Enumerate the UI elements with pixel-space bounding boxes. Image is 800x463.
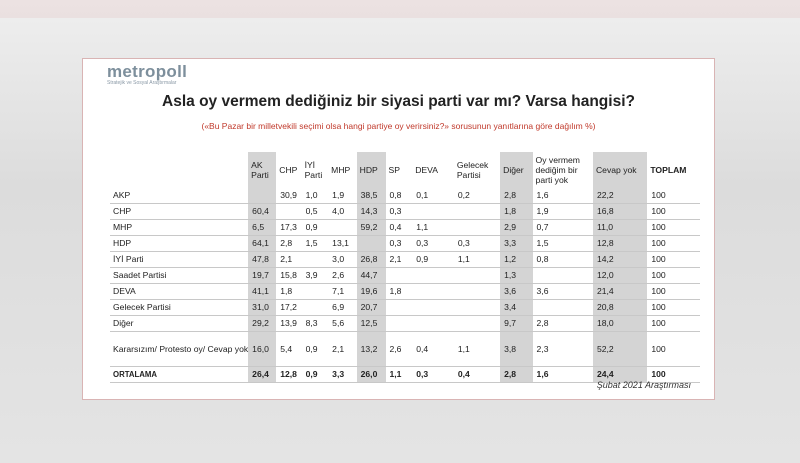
table-row <box>110 332 700 367</box>
table-cell: 20,8 <box>593 300 647 316</box>
table-cell <box>386 268 413 284</box>
column-header: Cevap yok <box>593 152 647 188</box>
table-cell <box>454 268 500 284</box>
column-header: MHP <box>331 165 351 175</box>
table-cell: 0,5 <box>302 204 329 220</box>
table-cell: 21,4 <box>593 284 647 300</box>
table-cell: 1,5 <box>302 236 329 252</box>
row-label: Saadet Partisi <box>110 268 248 284</box>
table-cell: 0,9 <box>412 252 454 268</box>
table-cell: 22,2 <box>593 188 647 204</box>
table-cell: 100 <box>647 316 700 332</box>
table-cell: 1,6 <box>533 367 593 383</box>
table-cell: 0,4 <box>412 332 454 367</box>
table-cell: 0,8 <box>386 188 413 204</box>
table-cell: 19,7 <box>248 268 276 284</box>
table-cell: 1,1 <box>454 332 500 367</box>
footnote: Şubat 2021 Araştırması <box>596 380 691 390</box>
table-cell <box>412 316 454 332</box>
table-cell: 16,8 <box>593 204 647 220</box>
report-card <box>82 58 715 400</box>
table-cell: 0,9 <box>302 332 329 367</box>
table-cell: 1,1 <box>412 220 454 236</box>
table-cell: 0,9 <box>302 367 329 383</box>
table-cell: 2,8 <box>500 188 532 204</box>
table-cell <box>302 284 329 300</box>
row-label: Gelecek Partisi <box>110 300 248 316</box>
table-row <box>110 284 700 300</box>
table-cell: 2,1 <box>276 252 301 268</box>
row-label: İYİ Parti <box>110 252 248 268</box>
table-cell: 18,0 <box>593 316 647 332</box>
table-cell: 0,3 <box>386 236 413 252</box>
column-header: AK Parti <box>248 152 276 188</box>
table-row <box>110 204 700 220</box>
row-label: Kararsızım/ Protesto oy/ Cevap yok <box>110 332 248 367</box>
table-cell: 14,3 <box>357 204 386 220</box>
table-cell: 100 <box>647 188 700 204</box>
table-cell: 14,2 <box>593 252 647 268</box>
table-cell: 15,8 <box>276 268 301 284</box>
table-cell: 29,2 <box>248 316 276 332</box>
table-cell: 41,1 <box>248 284 276 300</box>
table-row <box>110 300 700 316</box>
column-header: TOPLAM <box>650 165 687 175</box>
table-cell: 47,8 <box>248 252 276 268</box>
table-cell <box>328 220 356 236</box>
row-label: Diğer <box>110 316 248 332</box>
row-label: HDP <box>110 236 248 252</box>
table-cell: 0,2 <box>454 188 500 204</box>
table-row <box>110 316 700 332</box>
table-cell: 1,2 <box>500 252 532 268</box>
table-cell: 1,8 <box>386 284 413 300</box>
table-row <box>110 220 700 236</box>
table-cell: 100 <box>647 332 700 367</box>
table-cell: 3,9 <box>302 268 329 284</box>
table-cell: 3,0 <box>328 252 356 268</box>
table-cell: 12,8 <box>593 236 647 252</box>
page-subtitle: («Bu Pazar bir milletvekili seçimi olsa hangi partiye oy verirsiniz?» sorusunun yanıtlarına göre dağılım %) <box>201 121 596 131</box>
table-cell: 26,0 <box>357 367 386 383</box>
column-header: DEVA <box>415 165 438 175</box>
table-cell: 52,2 <box>593 332 647 367</box>
table-cell: 100 <box>647 268 700 284</box>
table-cell: 100 <box>647 252 700 268</box>
table-cell: 19,6 <box>357 284 386 300</box>
table-cell: 1,8 <box>500 204 532 220</box>
table-cell: 1,3 <box>500 268 532 284</box>
table-cell: 13,9 <box>276 316 301 332</box>
table-cell: 2,6 <box>386 332 413 367</box>
table-cell <box>454 316 500 332</box>
table-cell: 1,1 <box>386 367 413 383</box>
table-cell: 24,4 <box>593 367 647 383</box>
table-cell: 9,7 <box>500 316 532 332</box>
row-label: DEVA <box>110 284 248 300</box>
table-cell: 6,5 <box>248 220 276 236</box>
table-cell <box>533 268 593 284</box>
table-cell: 3,8 <box>500 332 532 367</box>
table-cell: 0,4 <box>454 367 500 383</box>
table-cell: 12,5 <box>357 316 386 332</box>
table-cell: 1,8 <box>276 284 301 300</box>
table-cell <box>412 268 454 284</box>
table-cell: 26,4 <box>248 367 276 383</box>
table-row <box>110 188 700 204</box>
table-cell <box>412 204 454 220</box>
column-header: CHP <box>279 165 298 175</box>
table-cell: 5,6 <box>328 316 356 332</box>
table-cell: 59,2 <box>357 220 386 236</box>
table-cell <box>454 220 500 236</box>
table-cell: 3,3 <box>500 236 532 252</box>
row-label: ORTALAMA <box>110 367 248 383</box>
logo-name: metropoll <box>107 62 188 81</box>
table-cell: 26,8 <box>357 252 386 268</box>
table-cell: 2,8 <box>500 367 532 383</box>
table-cell: 0,8 <box>533 252 593 268</box>
table-cell: 0,7 <box>533 220 593 236</box>
logo-subtitle: Stratejik ve Sosyal Araştırmalar <box>107 80 177 86</box>
table-cell: 1,0 <box>302 188 329 204</box>
table-cell: 100 <box>647 220 700 236</box>
table-cell: 64,1 <box>248 236 276 252</box>
table-cell: 100 <box>647 284 700 300</box>
column-header: SP <box>388 165 400 175</box>
header-corner <box>110 152 248 188</box>
table-cell: 1,6 <box>533 188 593 204</box>
table-cell: 2,1 <box>328 332 356 367</box>
table-cell: 12,0 <box>593 268 647 284</box>
table-cell: 1,9 <box>328 188 356 204</box>
table-cell: 0,3 <box>454 236 500 252</box>
table-cell <box>412 284 454 300</box>
page-title: Asla oy vermem dediğiniz bir siyasi parti var mı? Varsa hangisi? <box>162 93 635 110</box>
table-cell: 16,0 <box>248 332 276 367</box>
table-cell <box>454 204 500 220</box>
metropoll-logo <box>107 62 187 86</box>
table-cell: 13,1 <box>328 236 356 252</box>
column-header: İYİ Parti <box>304 160 323 180</box>
table-cell: 3,3 <box>328 367 356 383</box>
table-cell: 44,7 <box>357 268 386 284</box>
column-header: Diğer <box>500 152 532 188</box>
table-cell: 7,1 <box>328 284 356 300</box>
table-cell: 1,5 <box>533 236 593 252</box>
table-cell: 38,5 <box>357 188 386 204</box>
table-cell: 17,2 <box>276 300 301 316</box>
table-cell: 2,8 <box>276 236 301 252</box>
table-cell: 2,3 <box>533 332 593 367</box>
table-cell: 13,2 <box>357 332 386 367</box>
table-cell: 2,9 <box>500 220 532 236</box>
column-header: Oy vermem dediğim bir parti yok <box>535 155 580 185</box>
table-cell: 5,4 <box>276 332 301 367</box>
table-cell <box>248 188 276 204</box>
table-cell: 8,3 <box>302 316 329 332</box>
table-row <box>110 268 700 284</box>
table-cell: 3,4 <box>500 300 532 316</box>
table-cell: 2,6 <box>328 268 356 284</box>
table-row <box>110 236 700 252</box>
table-cell <box>302 300 329 316</box>
table-cell <box>533 300 593 316</box>
table-cell: 100 <box>647 300 700 316</box>
table-cell: 17,3 <box>276 220 301 236</box>
table-cell <box>454 284 500 300</box>
table-cell: 0,9 <box>302 220 329 236</box>
table-cell <box>357 236 386 252</box>
table-cell: 0,4 <box>386 220 413 236</box>
table-cell: 0,3 <box>412 236 454 252</box>
row-label: AKP <box>110 188 248 204</box>
background-band <box>0 0 800 18</box>
table-cell: 6,9 <box>328 300 356 316</box>
table-cell: 31,0 <box>248 300 276 316</box>
row-label: CHP <box>110 204 248 220</box>
table-cell: 30,9 <box>276 188 301 204</box>
table-cell <box>454 300 500 316</box>
table-cell: 100 <box>647 367 700 383</box>
table-cell <box>276 204 301 220</box>
table-cell: 100 <box>647 236 700 252</box>
table-cell: 2,8 <box>533 316 593 332</box>
table-cell: 4,0 <box>328 204 356 220</box>
table-cell: 11,0 <box>593 220 647 236</box>
table-cell: 2,1 <box>386 252 413 268</box>
table-cell: 3,6 <box>533 284 593 300</box>
table-cell: 60,4 <box>248 204 276 220</box>
table-cell: 20,7 <box>357 300 386 316</box>
table-cell: 1,1 <box>454 252 500 268</box>
table-cell <box>302 252 329 268</box>
table-cell: 0,1 <box>412 188 454 204</box>
table-cell <box>386 300 413 316</box>
table-row <box>110 252 700 268</box>
table-cell: 100 <box>647 204 700 220</box>
table-cell: 1,9 <box>533 204 593 220</box>
table-cell: 0,3 <box>386 204 413 220</box>
column-header: Gelecek Partisi <box>456 160 489 180</box>
row-label: MHP <box>110 220 248 236</box>
table-cell <box>412 300 454 316</box>
table-cell: 3,6 <box>500 284 532 300</box>
table-cell: 0,3 <box>412 367 454 383</box>
table-cell <box>386 316 413 332</box>
column-header: HDP <box>357 152 386 188</box>
table-cell: 12,8 <box>276 367 301 383</box>
survey-table <box>110 152 700 383</box>
